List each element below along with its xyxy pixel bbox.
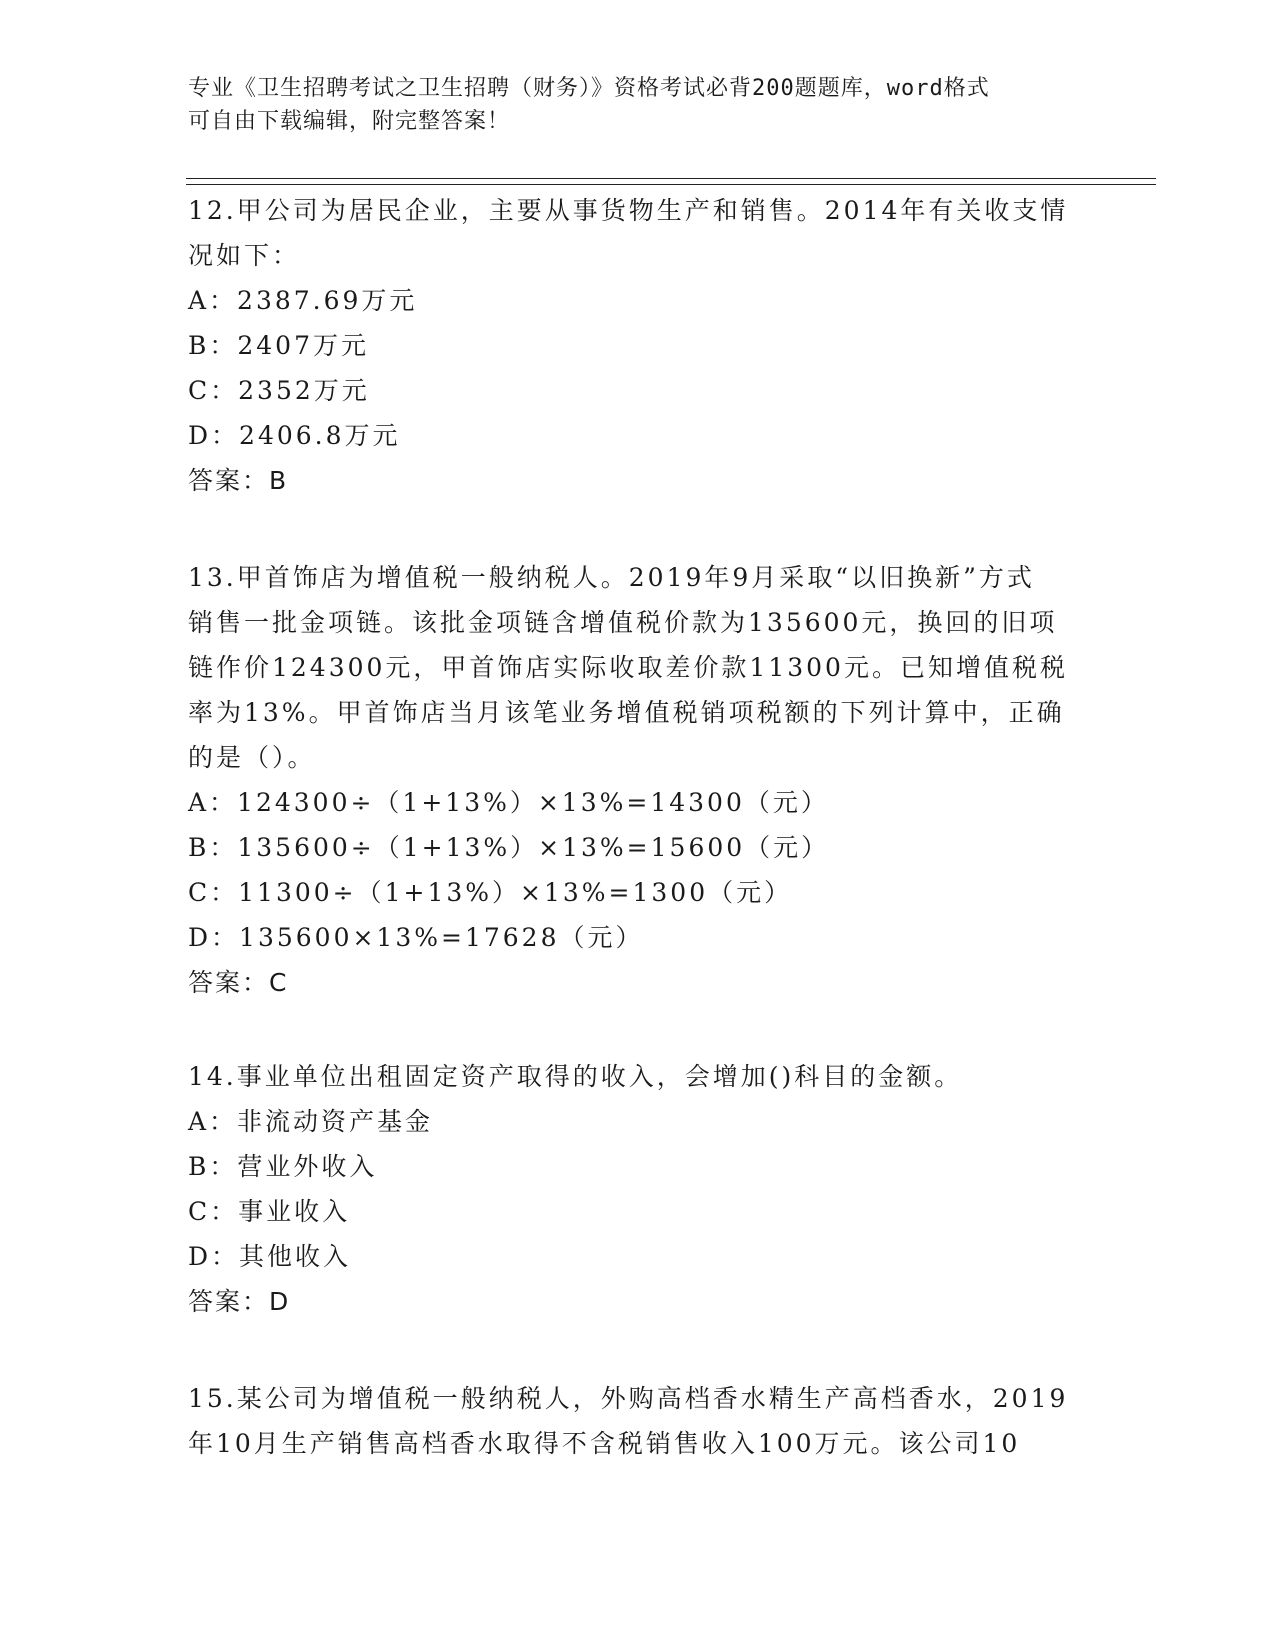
- answer: 答案：C: [188, 968, 289, 997]
- header-divider-bottom: [186, 184, 1156, 185]
- answer: 答案：D: [188, 1287, 291, 1316]
- option-d: D：135600×13%=17628（元）: [188, 923, 644, 952]
- option-c: C：事业收入: [188, 1197, 351, 1226]
- question-text-line: 链作价124300元，甲首饰店实际收取差价款11300元。已知增值税税: [188, 653, 1068, 682]
- header-line-1: 专业《卫生招聘考试之卫生招聘（财务）》资格考试必背200题题库，word格式: [188, 76, 990, 101]
- option-c: C：2352万元: [188, 376, 370, 405]
- question-text-line: 况如下：: [188, 241, 301, 270]
- question-text-line: 14.事业单位出租固定资产取得的收入，会增加()科目的金额。: [188, 1062, 963, 1091]
- question-14: [188, 1054, 1088, 1324]
- question-15: [188, 1376, 1088, 1466]
- option-b: B：135600÷（1+13%）×13%=15600（元）: [188, 833, 830, 862]
- question-text-line: 的是（）。: [188, 743, 316, 772]
- question-text-line: 销售一批金项链。该批金项链含增值税价款为135600元，换回的旧项: [188, 608, 1058, 637]
- option-a: A：2387.69万元: [188, 286, 418, 315]
- question-text-line: 12.甲公司为居民企业，主要从事货物生产和销售。2014年有关收支情: [188, 196, 1069, 225]
- question-12: [188, 188, 1088, 503]
- question-text-line: 13.甲首饰店为增值税一般纳税人。2019年9月采取“以旧换新”方式: [188, 563, 1035, 592]
- option-a: A：非流动资产基金: [188, 1107, 434, 1136]
- option-a: A：124300÷（1+13%）×13%=14300（元）: [188, 788, 829, 817]
- header-line-2: 可自由下载编辑，附完整答案！: [188, 109, 511, 134]
- header-divider-top: [186, 178, 1156, 179]
- question-13: [188, 555, 1088, 1005]
- answer: 答案：B: [188, 466, 289, 495]
- option-d: D：其他收入: [188, 1242, 352, 1271]
- option-c: C：11300÷（1+13%）×13%=1300（元）: [188, 878, 793, 907]
- option-b: B：2407万元: [188, 331, 369, 360]
- document-header: [188, 72, 1078, 138]
- question-text-line: 15.某公司为增值税一般纳税人，外购高档香水精生产高档香水，2019: [188, 1384, 1069, 1413]
- option-d: D：2406.8万元: [188, 421, 401, 450]
- option-b: B：营业外收入: [188, 1152, 378, 1181]
- question-text-line: 年10月生产销售高档香水取得不含税销售收入100万元。该公司10: [188, 1429, 1021, 1458]
- question-text-line: 率为13%。甲首饰店当月该笔业务增值税销项税额的下列计算中，正确: [188, 698, 1065, 727]
